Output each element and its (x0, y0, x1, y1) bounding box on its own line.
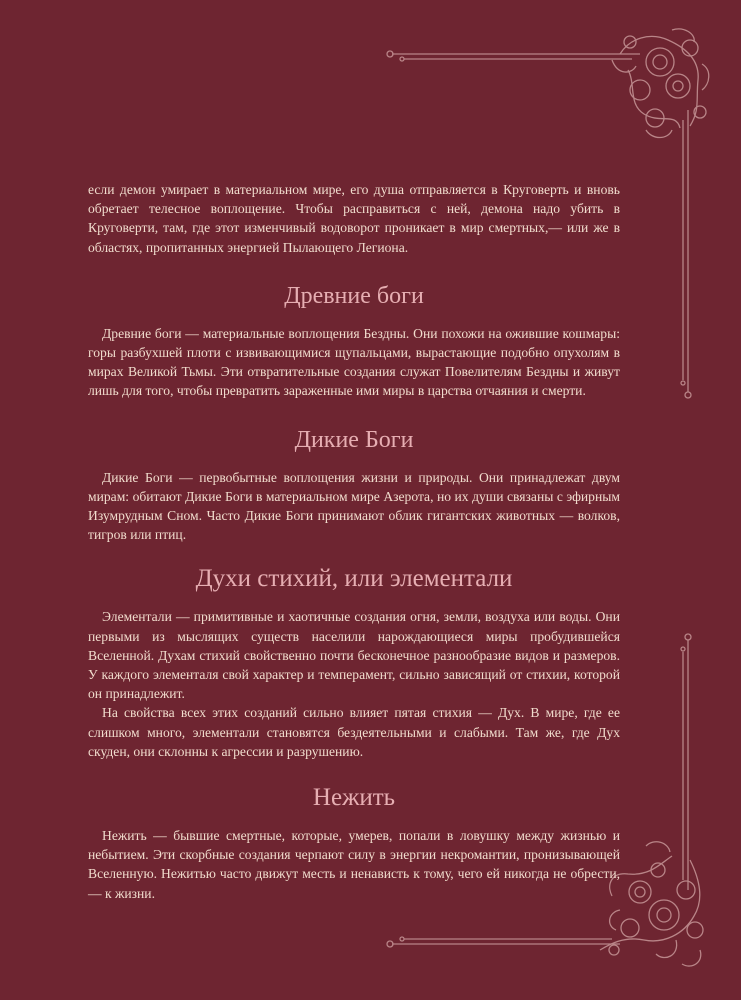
section-title-wild-gods: Дикие Боги (294, 426, 414, 453)
intro-paragraph: если демон умирает в материальном мире, его душа отправляется в Круговерть и вновь обретает телесное воплощение. Чтобы расправиться с ней, демона надо убить в Круговерти, там, где этот изменчивый водоворот проникает в мир смертных,— или же в областях, пропитанных энергией Пылающего Легиона. (88, 182, 620, 255)
section-paragraph: Элементали — примитивные и хаотичные создания огня, земли, воздуха или воды. Они первыми из мыслящих существ населили нарождающиеся миры пробудившейся Вселенной. Духам стихий свойственно почти бесконечное разнообразие видов и размеров. У каждого элементаля свой характер и темперамент, сильно зависящий от стихии, которой он принадлежит. (88, 609, 620, 702)
section-paragraph: Дикие Боги — первобытные воплощения жизни и природы. Они принадлежат двум мирам: обитают Дикие Боги в материальном мире Азерота, но их души связаны с эфирным Изумрудным Сном. Часто Дикие Боги принимают облик гигантских животных — волков, тигров или птиц. (88, 469, 620, 543)
section-paragraph: Нежить — бывшие смертные, которые, умерев, попали в ловушку между жизнью и небытием. Эти скорбные создания черпают силу в энергии некромантии, пронизывающей Вселенную. Нежитью часто движут месть и ненависть к тому, чего ей никогда не обрести,— к жизни. (88, 828, 620, 901)
section-title-undead: Нежить (312, 784, 396, 812)
section-paragraph: На свойства всех этих созданий сильно влияет пятая стихия — Дух. В мире, где ее слишком много, элементали становятся бездеятельными и слабыми. Там же, где Дух скуден, они склонны к агрессии и разрушению. (88, 705, 620, 759)
page-content (88, 180, 620, 903)
section-title-ancient-gods: Древние боги (284, 282, 424, 309)
section-title-elementals: Духи стихий, или элементали (195, 565, 513, 593)
section-paragraph: Древние боги — материальные воплощения Бездны. Они похожи на ожившие кошмары: горы разбухшей плоти с извивающимися щупальцами, вырастающие подобно опухолям в мирах Великой Тьмы. Эти отвратительные создания служат Повелителям Бездны и живут лишь для того, чтобы превратить зараженные ими миры в царства отчаяния и смерти. (88, 325, 620, 399)
